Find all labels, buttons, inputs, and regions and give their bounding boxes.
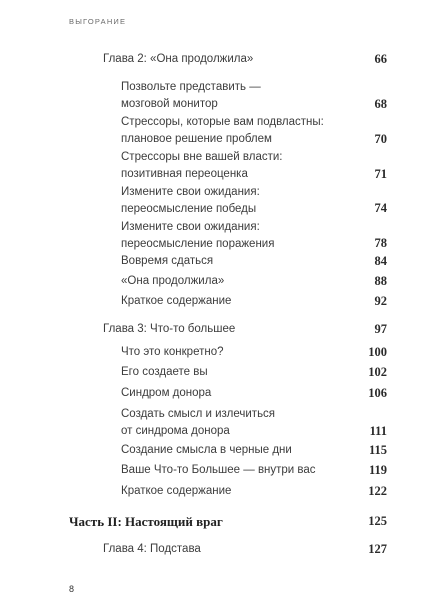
toc-part-title: Часть II: Настоящий враг (69, 514, 223, 529)
toc-page-number: 100 (368, 345, 387, 359)
toc-entry[interactable] (121, 253, 213, 270)
toc-entry[interactable] (121, 79, 261, 113)
toc-entry-title: Глава 2: «Она продолжила» (103, 53, 254, 65)
toc-entry-title: Синдром донора (121, 387, 212, 399)
toc-page-number: 84 (374, 254, 387, 268)
toc-page-number: 119 (368, 463, 387, 477)
toc-entry-title-continued: позитивная переоценка (121, 168, 248, 180)
toc-entry[interactable] (121, 149, 283, 183)
toc-entry-title: «Она продолжила» (121, 275, 225, 287)
toc-entry-chapter-2[interactable] (103, 51, 253, 68)
toc-page-number: 88 (374, 274, 387, 288)
toc-entry-title: Краткое содержание (121, 295, 232, 307)
toc-entry[interactable] (121, 219, 274, 253)
toc-entry-title: Ваше Что-то Большее — внутри вас (121, 464, 316, 476)
toc-entry[interactable] (121, 293, 231, 310)
toc-entry[interactable] (121, 273, 224, 290)
toc-entry-title: Глава 4: Подстава (103, 543, 201, 555)
toc-entry-chapter-4[interactable] (103, 541, 201, 558)
toc-entry[interactable] (121, 385, 211, 402)
toc-entry-title: Позвольте представить — (121, 81, 261, 93)
toc-entry[interactable] (121, 364, 208, 381)
toc-entry-title: Его создаете вы (121, 366, 208, 378)
toc-entry[interactable] (121, 344, 224, 361)
toc-entry-title-continued: переосмысление победы (121, 203, 257, 215)
toc-entry[interactable] (121, 406, 275, 440)
toc-entry-title: Стрессоры, которые вам подвластны: (121, 116, 324, 128)
toc-page-number: 111 (369, 424, 387, 438)
toc-page-number: 106 (368, 386, 387, 400)
toc-page-number: 68 (374, 97, 387, 111)
toc-page-number: 115 (368, 443, 387, 457)
toc-page-number: 66 (374, 52, 387, 66)
toc-entry[interactable] (121, 483, 231, 500)
toc-entry[interactable] (121, 184, 260, 218)
running-header: ВЫГОРАНИЕ (69, 17, 127, 26)
toc-page-number: 78 (374, 236, 387, 250)
toc-page-number: 97 (374, 322, 387, 336)
toc-page-number: 125 (368, 514, 387, 528)
toc-page-number: 70 (374, 132, 387, 146)
toc-entry-title-continued: мозговой монитор (121, 98, 218, 110)
toc-entry-title-continued: от синдрома донора (121, 425, 230, 437)
toc-page-number: 127 (368, 542, 387, 556)
toc-entry-part-2[interactable] (69, 513, 223, 530)
toc-entry-title-continued: переосмысление поражения (121, 238, 275, 250)
toc-entry-title-continued: плановое решение проблем (121, 133, 272, 145)
toc-entry-title: Измените свои ожидания: (121, 186, 260, 198)
toc-entry-title: Краткое содержание (121, 485, 232, 497)
toc-entry[interactable] (121, 442, 292, 459)
toc-page-number: 71 (374, 167, 387, 181)
toc-page-number: 92 (374, 294, 387, 308)
toc-entry-title: Что это конкретно? (121, 346, 224, 358)
page-number: 8 (69, 584, 75, 594)
toc-page-number: 74 (374, 201, 387, 215)
toc-entry-title: Глава 3: Что-то большее (103, 323, 236, 335)
toc-entry-title: Создание смысла в черные дни (121, 444, 292, 456)
toc-entry[interactable] (121, 462, 316, 479)
toc-entry[interactable] (121, 114, 324, 148)
toc-entry-title: Создать смысл и излечиться (121, 408, 276, 420)
toc-page-number: 122 (368, 484, 387, 498)
toc-entry-title: Измените свои ожидания: (121, 221, 260, 233)
toc-entry-title: Вовремя сдаться (121, 255, 214, 267)
toc-entry-title: Стрессоры вне вашей власти: (121, 151, 283, 163)
toc-page-number: 102 (368, 365, 387, 379)
toc-entry-chapter-3[interactable] (103, 321, 235, 338)
